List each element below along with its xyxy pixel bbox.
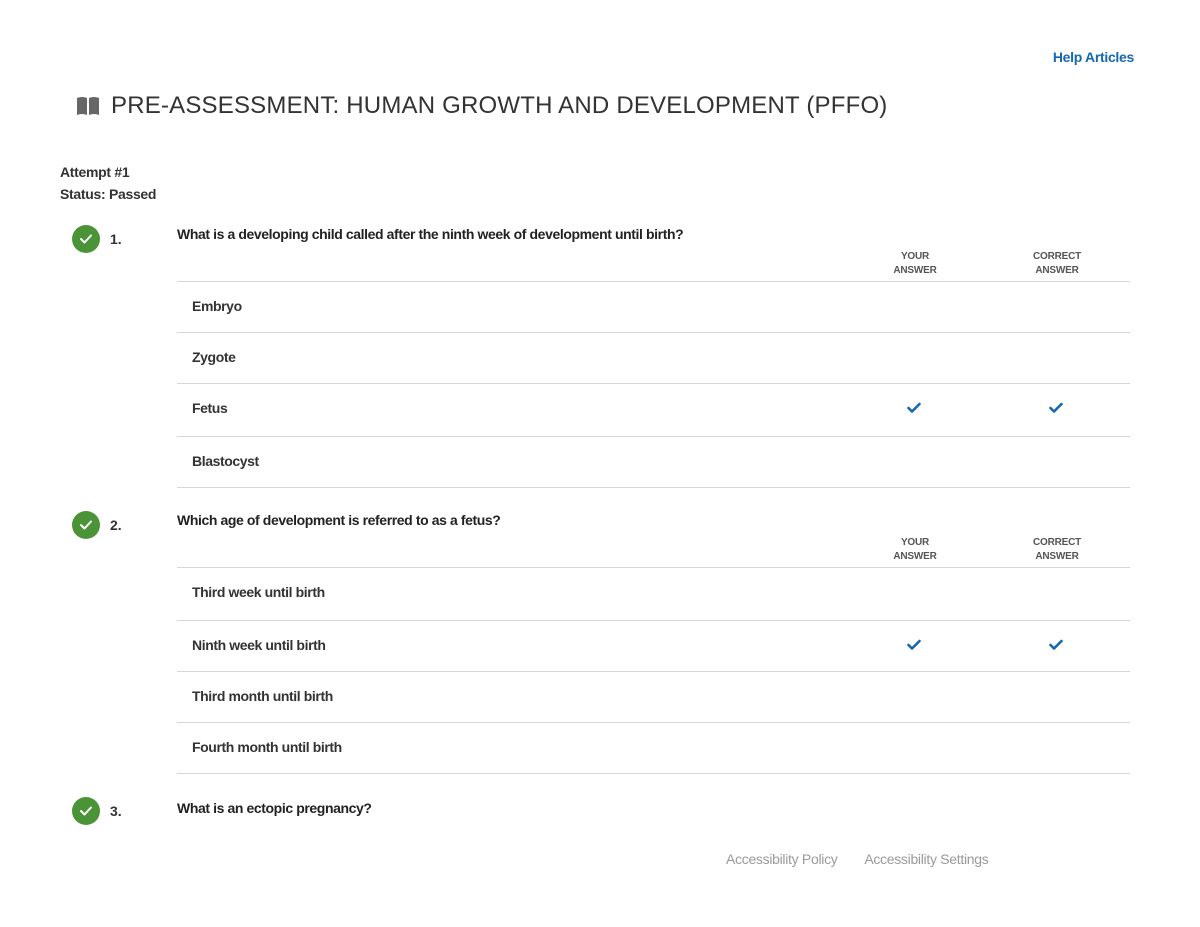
answer-row [177,384,1130,437]
correct-answer-check-icon [1049,639,1063,651]
footer-links [726,851,1012,867]
accessibility-settings-link[interactable]: Accessibility Settings [864,851,989,867]
question-text: Which age of development is referred to as a fetus? [177,512,501,528]
book-icon [76,96,100,116]
correct-answer-header: CORRECT ANSWER [1032,537,1082,562]
answer-row [177,723,1130,774]
answer-row [177,568,1130,621]
answer-label: Embryo [192,298,242,314]
attempt-status: Status: Passed [60,186,157,202]
question-number: 2. [110,517,122,533]
attempt-number: Attempt #1 [60,164,130,180]
answer-label: Fourth month until birth [192,739,342,755]
correct-answer-header: CORRECT ANSWER [1032,251,1082,276]
page-title-text: PRE-ASSESSMENT: HUMAN GROWTH AND DEVELOPMENT (PFFO) [111,92,888,119]
answer-list [177,567,1130,774]
correct-check-icon [72,511,100,539]
answer-row [177,333,1130,384]
question-number: 1. [110,231,122,247]
answer-label: Ninth week until birth [192,637,326,653]
answer-row [177,437,1130,488]
accessibility-policy-link[interactable]: Accessibility Policy [726,851,838,867]
answer-row [177,672,1130,723]
page-title [76,92,888,120]
correct-check-icon [72,797,100,825]
answer-list [177,281,1130,488]
answer-label: Zygote [192,349,236,365]
question-number: 3. [110,803,122,819]
answer-row [177,282,1130,333]
your-answer-header: YOUR ANSWER [893,537,937,562]
answer-label: Third week until birth [192,584,325,600]
your-answer-check-icon [907,639,921,651]
correct-check-icon [72,225,100,253]
answer-label: Fetus [192,400,228,416]
correct-answer-check-icon [1049,402,1063,414]
your-answer-header: YOUR ANSWER [893,251,937,276]
answer-row [177,621,1130,672]
question-text: What is an ectopic pregnancy? [177,800,372,816]
answer-label: Third month until birth [192,688,333,704]
your-answer-check-icon [907,402,921,414]
answer-label: Blastocyst [192,453,259,469]
attempt-info [60,161,156,205]
help-articles-link[interactable]: Help Articles [1052,49,1134,65]
question-text: What is a developing child called after the ninth week of development until birth? [177,226,684,242]
